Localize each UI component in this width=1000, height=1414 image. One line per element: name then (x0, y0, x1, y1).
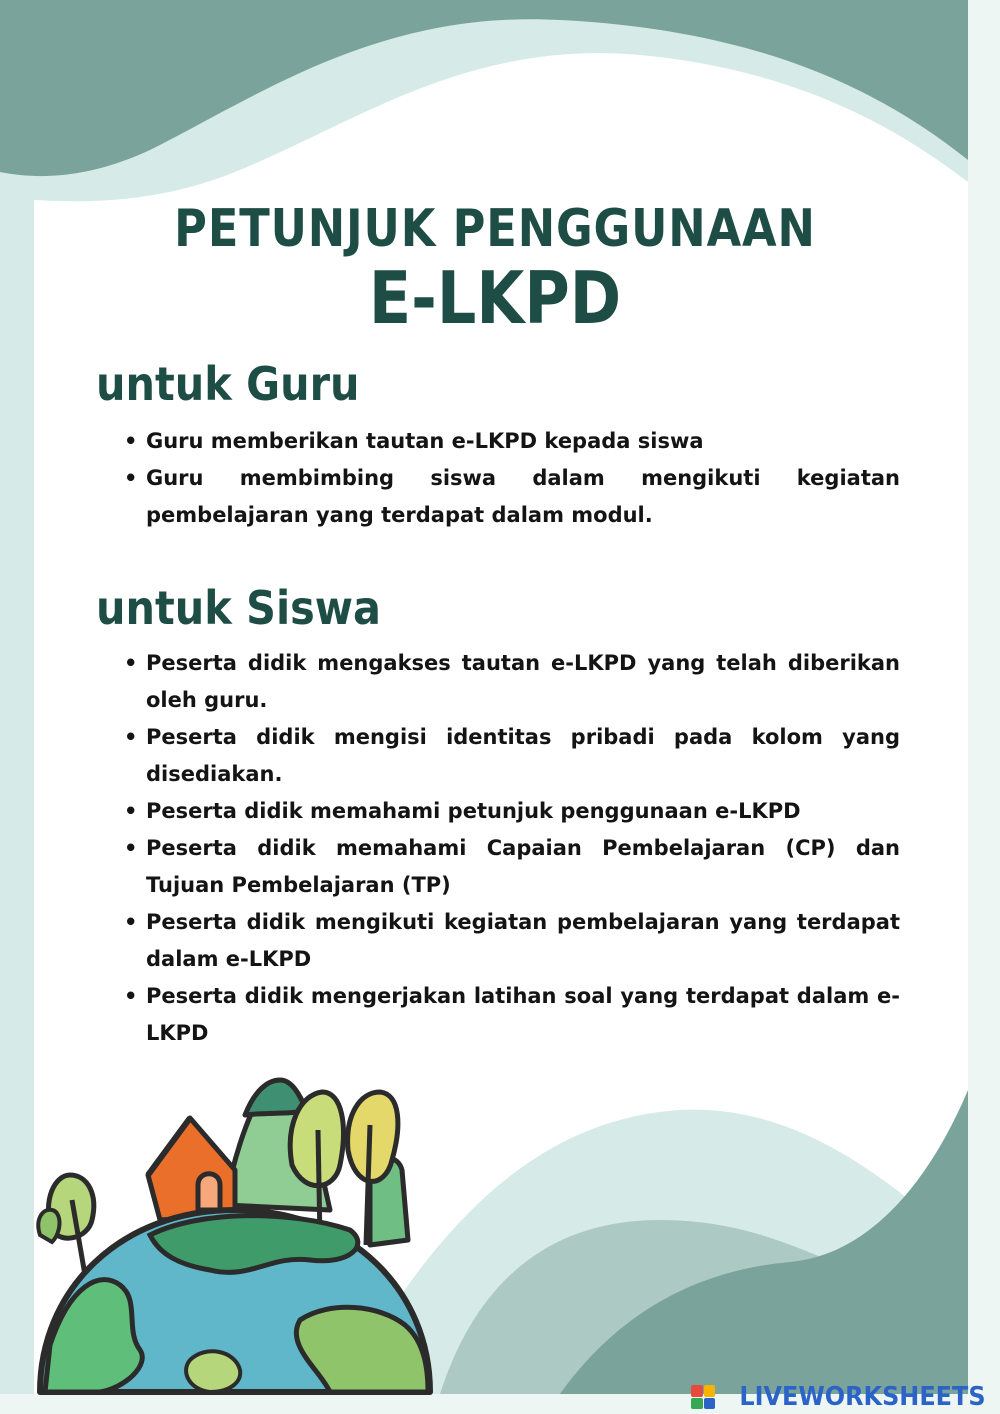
page-title-line2: E-LKPD (368, 256, 622, 340)
list-item: • Peserta didik memahami Capaian Pembelajaran (CP) dan Tujuan Pembelajaran (TP) (120, 830, 900, 904)
list-item: • Guru memberikan tautan e-LKPD kepada siswa (120, 423, 900, 460)
list-item: • Peserta didik mengerjakan latihan soal yang terdapat dalam e-LKPD (120, 978, 900, 1052)
list-item: • Peserta didik memahami petunjuk penggunaan e-LKPD (120, 793, 900, 830)
house-icon (148, 1118, 235, 1220)
section-heading-guru: untuk Guru (96, 357, 360, 411)
liveworksheets-logo (691, 1382, 986, 1412)
page-title-line1: PETUNJUK PENGGUNAAN (174, 199, 816, 259)
list-item: • Guru membimbing siswa dalam mengikuti kegiatan pembelajaran yang terdapat dalam modul. (120, 460, 900, 534)
list-item: • Peserta didik mengakses tautan e-LKPD yang telah diberikan oleh guru. (120, 645, 900, 719)
logo-blocks-icon (691, 1385, 715, 1409)
guru-list (120, 423, 900, 534)
brand-name: LIVEWORKSHEETS (739, 1382, 986, 1412)
list-item: • Peserta didik mengisi identitas pribadi pada kolom yang disediakan. (120, 719, 900, 793)
earth-illustration (30, 1070, 450, 1400)
section-heading-siswa: untuk Siswa (96, 581, 381, 635)
list-item: • Peserta didik mengikuti kegiatan pembelajaran yang terdapat dalam e-LKPD (120, 904, 900, 978)
siswa-list (120, 645, 900, 1052)
